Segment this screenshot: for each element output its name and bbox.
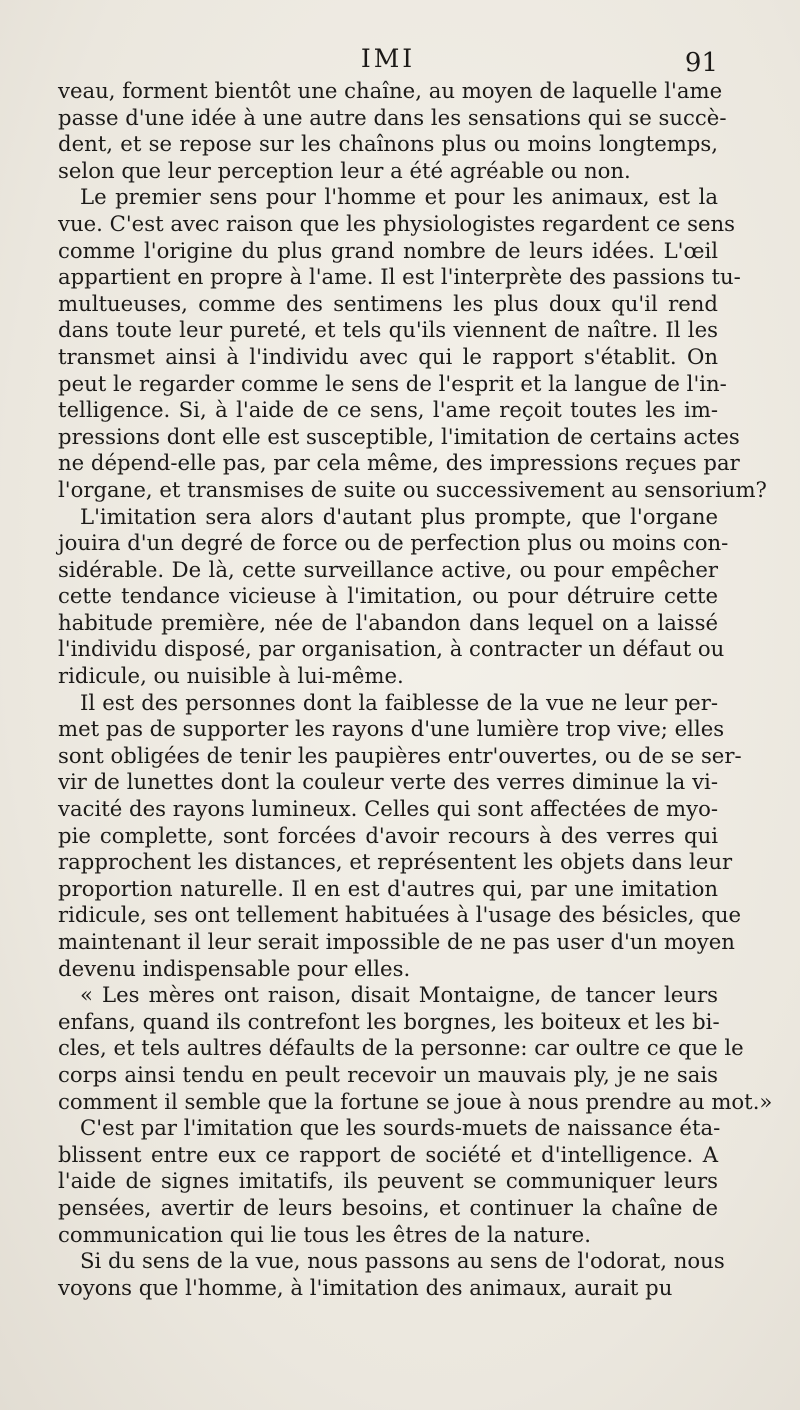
text-line: met pas de supporter les rayons d'une lumière trop vive; elles [58,716,725,742]
text-line: selon que leur perception leur a été agréable ou non. [58,157,631,183]
text-line: C'est par l'imitation que les sourds-muets de naissance éta- [80,1115,721,1141]
text-line: enfans, quand ils contrefont les borgnes, les boiteux et les bi- [58,1008,720,1034]
text-line: passe d'une idée à une autre dans les sensations qui se succè- [58,104,727,130]
text-line: ridicule, ou nuisible à lui-même. [58,663,404,689]
paragraph [58,184,767,503]
text-line: devenu indispensable pour elles. [58,955,411,981]
paragraph [58,982,773,1115]
text-line: multueuses, comme des sentimens les plus doux qu'il rend [58,290,718,316]
text-line: Il est des personnes dont la faiblesse de la vue ne leur per- [80,689,718,715]
text-line: l'aide de signes imitatifs, ils peuvent se communiquer leurs [58,1168,718,1194]
text-line: pie complette, sont forcées d'avoir recours à des verres qui [58,822,718,848]
page-header [58,44,718,80]
text-line: jouira d'un degré de force ou de perfection plus ou moins con- [58,530,729,556]
text-line: ridicule, ses ont tellement habituées à l'usage des bésicles, que [58,902,742,928]
text-line: vacité des rayons lumineux. Celles qui sont affectées de myo- [58,796,718,822]
text-line: comme l'origine du plus grand nombre de leurs idées. L'œil [58,237,718,263]
text-line: rapprochent les distances, et représentent les objets dans leur [58,849,733,875]
text-line: dent, et se repose sur les chaînons plus ou moins longtemps, [58,131,718,157]
text-line: veau, forment bientôt une chaîne, au moyen de laquelle l'ame [58,78,723,103]
paragraph [58,1248,725,1301]
text-line: communication qui lie tous les êtres de la nature. [58,1221,591,1247]
text-line: Si du sens de la vue, nous passons au sens de l'odorat, nous [80,1248,725,1274]
paragraph [58,503,729,690]
text-line: corps ainsi tendu en peult recevoir un mauvais ply, je ne sais [58,1061,718,1087]
text-line: transmet ainsi à l'individu avec qui le rapport s'établit. On [58,343,718,369]
text-line: sidérable. De là, cette surveillance active, ou pour empêcher [58,556,718,582]
text-line: voyons que l'homme, à l'imitation des animaux, aurait pu [58,1274,673,1300]
text-line: vir de lunettes dont la couleur verte des verres diminue la vi- [58,769,718,795]
text-line: habitude première, née de l'abandon dans lequel on a laissé [58,609,718,635]
text-line: Le premier sens pour l'homme et pour les animaux, est la [80,184,718,210]
text-line: ne dépend-elle pas, par cela même, des impressions reçues par [58,450,740,476]
text-line: sont obligées de tenir les paupières entr'ouvertes, ou de se ser- [58,742,742,768]
body-text [58,78,773,1301]
text-line: cles, et tels aultres défaults de la personne: car oultre ce que le [58,1035,744,1061]
text-line: proportion naturelle. Il en est d'autres qui, par une imitation [58,875,718,901]
paragraph [58,78,727,184]
text-line: l'organe, et transmises de suite ou successivement au sensorium? [58,476,767,502]
paragraph [58,1115,721,1248]
text-line: dans toute leur pureté, et tels qu'ils viennent de naître. Il les [58,317,718,343]
text-line: vue. C'est avec raison que les physiologistes regardent ce sens [58,210,736,236]
text-line: peut le regarder comme le sens de l'esprit et la langue de l'in- [58,370,727,396]
text-line: appartient en propre à l'ame. Il est l'interprète des passions tu- [58,264,741,290]
text-line: pressions dont elle est susceptible, l'imitation de certains actes [58,423,740,449]
running-title: IMI [360,44,416,73]
page-number: 91 [684,48,718,78]
text-line: l'individu disposé, par organisation, à contracter un défaut ou [58,636,725,662]
paragraph [58,689,742,983]
text-line: maintenant il leur serait impossible de ne pas user d'un moyen [58,929,735,954]
text-line: cette tendance vicieuse à l'imitation, ou pour détruire cette [58,583,718,609]
text-line: comment il semble que la fortune se joue à nous prendre au mot.» [58,1088,773,1114]
text-line: pensées, avertir de leurs besoins, et continuer la chaîne de [58,1194,718,1220]
text-line: blissent entre eux ce rapport de société et d'intelligence. A [58,1141,718,1167]
text-line: L'imitation sera alors d'autant plus prompte, que l'organe [80,503,718,529]
text-line: telligence. Si, à l'aide de ce sens, l'ame reçoit toutes les im- [58,397,718,423]
text-line: « Les mères ont raison, disait Montaigne, de tancer leurs [80,982,718,1008]
